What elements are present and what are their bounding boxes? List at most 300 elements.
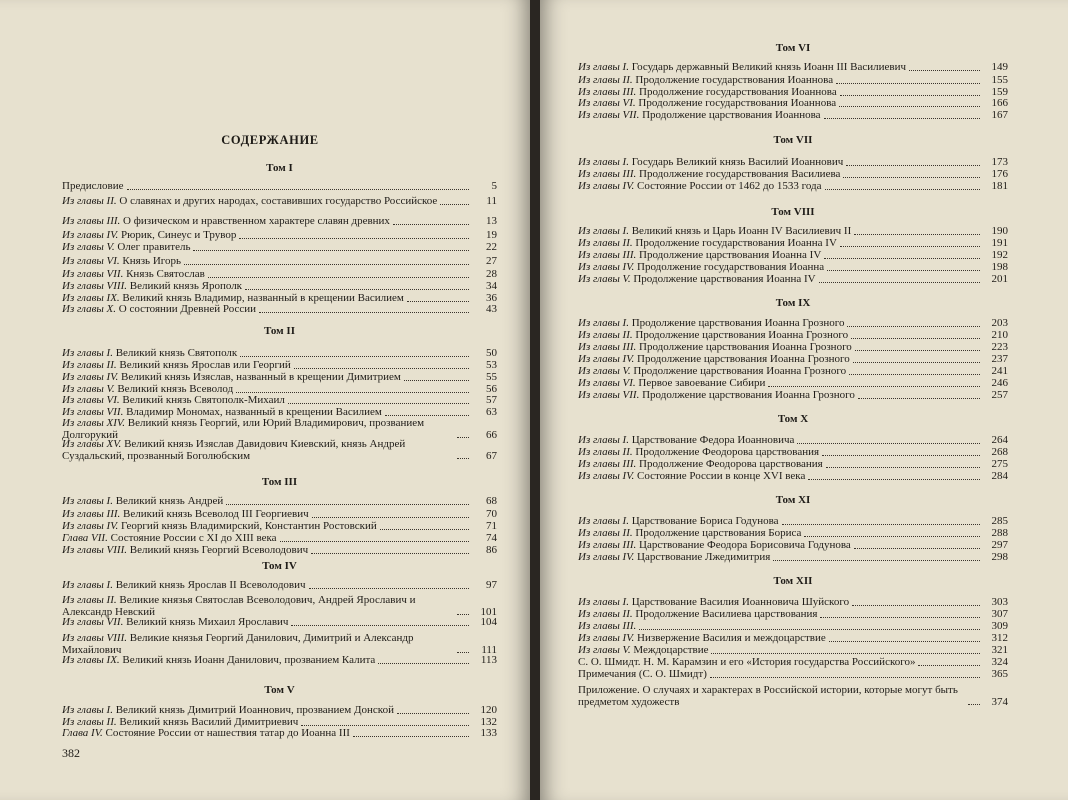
- chapter-label: Глава VII.: [62, 532, 108, 544]
- dot-leader: [710, 677, 980, 678]
- entry-title: Великие князья Святослав Всеволодович, Андрей Ярославич и Александр Невский: [62, 594, 416, 618]
- entry-page-number: 297: [991, 539, 1008, 551]
- chapter-label: Из главы VI.: [578, 377, 636, 389]
- chapter-label: Из главы IX.: [62, 654, 120, 666]
- chapter-label: Из главы V.: [62, 383, 115, 395]
- chapter-label: Из главы IV.: [62, 229, 119, 241]
- toc-entry: [578, 262, 1008, 274]
- dot-leader: [808, 479, 980, 480]
- toc-entry: [578, 110, 1008, 122]
- entry-page-number: 11: [486, 195, 497, 207]
- toc-entry: [578, 609, 1008, 621]
- chapter-label: Из главы XV.: [62, 438, 122, 450]
- toc-entry: [578, 447, 1008, 459]
- toc-entry: [578, 330, 1008, 342]
- chapter-label: Из главы X.: [62, 303, 117, 315]
- toc-entry: [578, 669, 1008, 681]
- chapter-label: Из главы III.: [62, 215, 121, 227]
- dot-leader: [291, 625, 469, 626]
- dot-leader: [378, 663, 469, 664]
- dot-leader: [854, 548, 980, 549]
- toc-entry: [62, 595, 497, 618]
- dot-leader: [825, 189, 981, 190]
- volume-title: Том VIII: [771, 206, 815, 218]
- chapter-label: Из главы III.: [62, 508, 121, 520]
- toc-entry: [578, 354, 1008, 366]
- dot-leader: [843, 177, 980, 178]
- entry-page-number: 312: [991, 632, 1008, 644]
- chapter-label: Из главы IV.: [62, 520, 119, 532]
- dot-leader: [294, 368, 469, 369]
- entry-title: С. О. Шмидт. Н. М. Карамзин и его «История государства Российского»: [578, 656, 916, 668]
- toc-entry: [578, 657, 1008, 669]
- entry-page-number: 298: [991, 551, 1008, 563]
- entry-title: Продолжение государствования Иоаннова: [635, 74, 834, 86]
- entry-title: Низвержение Василия и междоцарствие: [637, 632, 826, 644]
- dot-leader: [393, 224, 469, 225]
- chapter-label: Из главы III.: [578, 341, 637, 353]
- chapter-label: Из главы II.: [578, 74, 633, 86]
- entry-page-number: 5: [491, 180, 497, 192]
- entry-page-number: 57: [486, 394, 497, 406]
- entry-title: Владимир Мономах, названный в крещении Василием: [126, 406, 382, 418]
- toc-entry: [62, 304, 497, 316]
- dot-leader: [846, 165, 980, 166]
- volume-title: Том V: [264, 684, 295, 696]
- dot-leader: [918, 665, 980, 666]
- entry-page-number: 176: [991, 168, 1008, 180]
- entry-title: Георгий князь Владимирский, Константин Ростовский: [121, 520, 377, 532]
- entry-title: Продолжение Феодорова царствования: [639, 458, 823, 470]
- dot-leader: [840, 95, 980, 96]
- dot-leader: [639, 629, 980, 630]
- toc-entry: [62, 395, 497, 407]
- entry-page-number: 285: [991, 515, 1008, 527]
- entry-page-number: 50: [486, 347, 497, 359]
- dot-leader: [853, 362, 980, 363]
- entry-title: Князь Святослав: [126, 268, 205, 280]
- dot-leader: [797, 443, 980, 444]
- dot-leader: [711, 653, 980, 654]
- volume-title: Том VII: [773, 134, 813, 146]
- toc-entry: [578, 274, 1008, 286]
- entry-title: Продолжение царствования Иоанна Грозного: [639, 341, 852, 353]
- volume-title: Том III: [261, 476, 298, 488]
- dot-leader: [457, 652, 469, 653]
- entry-title: Продолжение государствования Иоанна IV: [635, 237, 837, 249]
- dot-leader: [226, 504, 469, 505]
- toc-entry: [578, 250, 1008, 262]
- chapter-label: Из главы III.: [578, 458, 637, 470]
- toc-entry: [578, 98, 1008, 110]
- entry-title: Государь державный Великий князь Иоанн III Василиевич: [631, 61, 907, 73]
- entry-page-number: 321: [991, 644, 1008, 656]
- entry-page-number: 303: [991, 596, 1008, 608]
- entry-page-number: 86: [486, 544, 497, 556]
- entry-page-number: 257: [991, 389, 1008, 401]
- chapter-label: Из главы II.: [62, 594, 117, 606]
- entry-page-number: 34: [486, 280, 497, 292]
- entry-title: Продолжение царствования Иоанна Грозного: [642, 389, 855, 401]
- toc-entry: [578, 540, 1008, 552]
- entry-title: Продолжение царствования Иоанна Грозного: [631, 317, 845, 329]
- dot-leader: [397, 713, 469, 714]
- toc-entry: [578, 181, 1008, 193]
- entry-page-number: 56: [486, 383, 497, 395]
- entry-page-number: 288: [991, 527, 1008, 539]
- dot-leader: [849, 374, 980, 375]
- chapter-label: Из главы III.: [578, 539, 637, 551]
- chapter-label: Из главы IV.: [578, 632, 635, 644]
- volume-title: Том II: [264, 325, 295, 337]
- entry-title: Великий князь Георгий, или Юрий Владимирович, прозванием Долгорукий: [62, 417, 425, 441]
- dot-leader: [312, 517, 469, 518]
- entry-title: Великий князь Святополк-Михаил: [122, 394, 285, 406]
- contents-title: СОДЕРЖАНИЕ: [221, 133, 319, 147]
- dot-leader: [311, 553, 469, 554]
- entry-title: Великий князь Михаил Ярославич: [126, 616, 289, 628]
- entry-page-number: 198: [991, 261, 1008, 273]
- dot-leader: [353, 736, 469, 737]
- entry-title: О физическом и нравственном характере славян древних: [123, 215, 390, 227]
- dot-leader: [773, 560, 980, 561]
- toc-entry: [62, 360, 497, 372]
- entry-title: Царствование Феодора Борисовича Годунова: [639, 539, 851, 551]
- entry-title: Великий князь Василий Димитриевич: [119, 716, 299, 728]
- entry-title: Продолжение царствования Бориса: [635, 527, 802, 539]
- volume-title: Том IX: [775, 297, 811, 309]
- toc-entry: [62, 439, 497, 462]
- chapter-label: Из главы IV.: [578, 180, 635, 192]
- left-page: [0, 0, 530, 800]
- chapter-label: Из главы VI.: [578, 97, 636, 109]
- chapter-label: Из главы IX.: [62, 292, 120, 304]
- volume-title: Том VI: [775, 42, 811, 54]
- chapter-label: Из главы III.: [578, 86, 637, 98]
- toc-entry: [62, 509, 497, 521]
- chapter-label: Из главы VIII.: [62, 632, 127, 644]
- dot-leader: [380, 529, 469, 530]
- entry-title: Царствование Бориса Годунова: [631, 515, 779, 527]
- entry-title: Состояние России в конце XVI века: [637, 470, 806, 482]
- entry-page-number: 22: [486, 241, 497, 253]
- entry-page-number: 13: [486, 215, 497, 227]
- entry-page-number: 275: [991, 458, 1008, 470]
- chapter-label: Из главы VI.: [62, 255, 120, 267]
- chapter-label: Из главы II.: [62, 716, 117, 728]
- toc-entry: [62, 256, 497, 268]
- entry-title: Междоцарствие: [633, 644, 709, 656]
- dot-leader: [457, 437, 469, 438]
- chapter-label: Из главы VI.: [62, 394, 120, 406]
- toc-entry: [62, 728, 497, 740]
- chapter-label: Из главы II.: [578, 608, 633, 620]
- entry-page-number: 27: [486, 255, 497, 267]
- chapter-label: Из главы VII.: [62, 406, 124, 418]
- toc-entry: [578, 459, 1008, 471]
- chapter-label: Из главы V.: [578, 273, 631, 285]
- entry-page-number: 203: [991, 317, 1008, 329]
- page-number: 382: [62, 746, 80, 760]
- entry-page-number: 53: [486, 359, 497, 371]
- entry-title: Продолжение царствования Иоаннова: [642, 109, 821, 121]
- dot-leader: [826, 467, 980, 468]
- entry-title: Продолжение Феодорова царствования: [635, 446, 820, 458]
- toc-entry: [578, 528, 1008, 540]
- entry-title: Продолжение царствования Иоанна Грозного: [633, 365, 847, 377]
- dot-leader: [127, 189, 470, 190]
- dot-leader: [404, 380, 469, 381]
- entry-page-number: 284: [991, 470, 1008, 482]
- toc-entry: [578, 552, 1008, 564]
- entry-title: Продолжение государствования Василиева: [639, 168, 841, 180]
- chapter-label: Из главы VII.: [578, 109, 640, 121]
- entry-page-number: 66: [486, 428, 497, 441]
- dot-leader: [851, 338, 980, 339]
- entry-title: Великий князь Ярослав II Всеволодович: [115, 579, 306, 591]
- entry-title: Великий князь Изяслав, названный в крещении Димитрием: [121, 371, 401, 383]
- chapter-label: Из главы I.: [578, 596, 629, 608]
- entry-page-number: 149: [991, 61, 1008, 73]
- toc-entry: [578, 318, 1008, 330]
- toc-entry: [62, 521, 497, 533]
- entry-title: Продолжение царствования Иоанна IV: [639, 249, 822, 261]
- entry-title: Продолжение царствования Иоанна Грозного: [635, 329, 849, 341]
- chapter-label: Из главы III.: [578, 620, 637, 632]
- toc-entry: [578, 157, 1008, 169]
- entry-title: Продолжение государствования Иоанна: [637, 261, 825, 273]
- toc-entry: [62, 705, 497, 717]
- entry-page-number: 223: [991, 341, 1008, 353]
- chapter-label: Из главы I.: [578, 156, 629, 168]
- toc-entry: [578, 685, 1008, 708]
- entry-page-number: 43: [486, 303, 497, 315]
- dot-leader: [301, 725, 469, 726]
- entry-page-number: 71: [486, 520, 497, 532]
- entry-page-number: 63: [486, 406, 497, 418]
- entry-title: Великий князь Всеволод: [117, 383, 234, 395]
- entry-title: Первое завоевание Сибири: [638, 377, 766, 389]
- entry-page-number: 101: [480, 605, 497, 618]
- toc-entry: [62, 269, 497, 281]
- entry-page-number: 120: [480, 704, 497, 716]
- dot-leader: [208, 277, 469, 278]
- book-gutter: [530, 0, 540, 800]
- entry-page-number: 132: [480, 716, 497, 728]
- toc-entry: [62, 533, 497, 545]
- entry-title: Состояние России от нашествия татар до Иоанна III: [105, 727, 350, 739]
- chapter-label: Из главы I.: [62, 579, 113, 591]
- entry-page-number: 307: [991, 608, 1008, 620]
- dot-leader: [829, 641, 980, 642]
- entry-page-number: 113: [480, 654, 497, 666]
- entry-page-number: 36: [486, 292, 497, 304]
- entry-page-number: 264: [991, 434, 1008, 446]
- entry-page-number: 241: [991, 365, 1008, 377]
- toc-entry: [62, 230, 497, 242]
- toc-entry: [62, 242, 497, 254]
- dot-leader: [245, 289, 469, 290]
- toc-entry: [62, 496, 497, 508]
- chapter-label: Из главы I.: [62, 704, 113, 716]
- toc-entry: [62, 281, 497, 293]
- entry-page-number: 210: [991, 329, 1008, 341]
- entry-page-number: 19: [486, 229, 497, 241]
- dot-leader: [309, 588, 469, 589]
- dot-leader: [855, 350, 980, 351]
- entry-page-number: 191: [991, 237, 1008, 249]
- chapter-label: Из главы II.: [62, 359, 117, 371]
- toc-entry: [62, 216, 497, 228]
- entry-page-number: 111: [481, 643, 497, 656]
- entry-title: Великий князь Всеволод III Георгиевич: [123, 508, 309, 520]
- toc-entry: [62, 181, 497, 193]
- entry-title: Состояние России от 1462 до 1533 года: [637, 180, 822, 192]
- entry-title: Продолжение Василиева царствования: [635, 608, 818, 620]
- entry-page-number: 68: [486, 495, 497, 507]
- dot-leader: [852, 605, 980, 606]
- entry-page-number: 167: [991, 109, 1008, 121]
- chapter-label: Из главы III.: [578, 249, 637, 261]
- entry-title: Олег правитель: [117, 241, 191, 253]
- chapter-label: Из главы I.: [578, 225, 629, 237]
- chapter-label: Из главы I.: [62, 495, 113, 507]
- dot-leader: [820, 617, 980, 618]
- dot-leader: [840, 246, 980, 247]
- chapter-label: Из главы XIV.: [62, 417, 125, 429]
- entry-page-number: 159: [991, 86, 1008, 98]
- entry-page-number: 190: [991, 225, 1008, 237]
- entry-title: Продолжение царствования Иоанна Грозного: [637, 353, 850, 365]
- chapter-label: Из главы I.: [578, 61, 629, 73]
- toc-entry: [578, 621, 1008, 633]
- entry-title: О состоянии Древней России: [118, 303, 257, 315]
- chapter-label: Из главы V.: [578, 644, 631, 656]
- chapter-label: Из главы V.: [578, 365, 631, 377]
- dot-leader: [259, 312, 469, 313]
- entry-title: Великий князь Ярополк: [129, 280, 243, 292]
- entry-title: Примечания (С. О. Шмидт): [578, 668, 707, 680]
- chapter-label: Из главы VIII.: [62, 544, 127, 556]
- chapter-label: Глава IV.: [62, 727, 103, 739]
- dot-leader: [858, 398, 980, 399]
- chapter-label: Из главы I.: [578, 317, 629, 329]
- dot-leader: [822, 455, 980, 456]
- entry-page-number: 181: [991, 180, 1008, 192]
- toc-entry: [62, 580, 497, 592]
- entry-page-number: 201: [991, 273, 1008, 285]
- toc-entry: [578, 238, 1008, 250]
- dot-leader: [440, 204, 469, 205]
- dot-leader: [768, 386, 980, 387]
- dot-leader: [407, 301, 469, 302]
- toc-entry: [578, 645, 1008, 657]
- entry-page-number: 166: [991, 97, 1008, 109]
- chapter-label: Из главы II.: [578, 527, 633, 539]
- dot-leader: [280, 541, 469, 542]
- entry-page-number: 74: [486, 532, 497, 544]
- chapter-label: Из главы VII.: [62, 268, 124, 280]
- entry-title: Приложение. О случаях и характерах в Российской истории, которые могут быть предметом художеств: [578, 684, 958, 708]
- toc-entry: [578, 435, 1008, 447]
- entry-title: Продолжение государствования Иоаннова: [639, 86, 837, 98]
- entry-title: Великий князь Димитрий Иоаннович, прозванием Донской: [115, 704, 394, 716]
- entry-title: Продолжение царствования Иоанна IV: [633, 273, 816, 285]
- entry-title: Царствование Лжедимитрия: [637, 551, 771, 563]
- dot-leader: [836, 83, 980, 84]
- chapter-label: Из главы VII.: [578, 389, 640, 401]
- toc-entry: [578, 633, 1008, 645]
- entry-title: Великий князь Владимир, названный в крещении Василием: [122, 292, 404, 304]
- toc-entry: [578, 471, 1008, 483]
- entry-title: О славянах и других народах, составивших государство Российское: [119, 195, 438, 207]
- dot-leader: [184, 264, 469, 265]
- dot-leader: [824, 258, 980, 259]
- dot-leader: [240, 356, 469, 357]
- entry-page-number: 67: [486, 449, 497, 462]
- entry-title: Продолжение государствования Иоаннова: [638, 97, 837, 109]
- entry-page-number: 309: [991, 620, 1008, 632]
- chapter-label: Из главы III.: [578, 168, 637, 180]
- toc-entry: [62, 545, 497, 557]
- entry-page-number: 173: [991, 156, 1008, 168]
- dot-leader: [824, 118, 980, 119]
- dot-leader: [839, 106, 980, 107]
- entry-page-number: 246: [991, 377, 1008, 389]
- entry-page-number: 374: [991, 695, 1008, 708]
- chapter-label: Из главы V.: [62, 241, 115, 253]
- toc-entry: [62, 633, 497, 656]
- dot-leader: [847, 326, 980, 327]
- entry-title: Предисловие: [62, 180, 124, 192]
- toc-entry: [62, 348, 497, 360]
- entry-page-number: 268: [991, 446, 1008, 458]
- toc-entry: [62, 372, 497, 384]
- volume-title: Том XII: [773, 575, 813, 587]
- entry-title: Великий князь Андрей: [115, 495, 224, 507]
- entry-title: Великие князья Георгий Данилович, Димитрий и Александр Михайлович: [62, 632, 414, 656]
- toc-entry: [578, 366, 1008, 378]
- toc-entry: [578, 342, 1008, 354]
- chapter-label: Из главы IV.: [578, 353, 635, 365]
- toc-entry: [62, 617, 497, 629]
- chapter-label: Из главы VII.: [62, 616, 124, 628]
- chapter-label: Из главы II.: [578, 237, 633, 249]
- toc-entry: [62, 655, 497, 667]
- dot-leader: [236, 392, 469, 393]
- volume-title: Том I: [266, 162, 293, 174]
- dot-leader: [854, 234, 980, 235]
- chapter-label: Из главы II.: [62, 195, 117, 207]
- entry-page-number: 55: [486, 371, 497, 383]
- volume-title: Том XI: [775, 494, 811, 506]
- chapter-label: Из главы IV.: [578, 470, 635, 482]
- chapter-label: Из главы VIII.: [62, 280, 127, 292]
- dot-leader: [239, 238, 469, 239]
- entry-page-number: 28: [486, 268, 497, 280]
- entry-title: Великий князь Ярослав или Георгий: [119, 359, 291, 371]
- entry-page-number: 192: [991, 249, 1008, 261]
- entry-title: Царствование Федора Иоанновича: [631, 434, 795, 446]
- entry-title: Великий князь и Царь Иоанн IV Василиевич II: [631, 225, 852, 237]
- chapter-label: Из главы I.: [578, 515, 629, 527]
- chapter-label: Из главы II.: [578, 446, 633, 458]
- entry-title: Великий князь Георгий Всеволодович: [129, 544, 309, 556]
- toc-entry: [578, 62, 1008, 74]
- dot-leader: [804, 536, 980, 537]
- entry-title: Великий князь Иоанн Данилович, прозванием Калита: [122, 654, 376, 666]
- volume-title: Том IV: [262, 560, 297, 572]
